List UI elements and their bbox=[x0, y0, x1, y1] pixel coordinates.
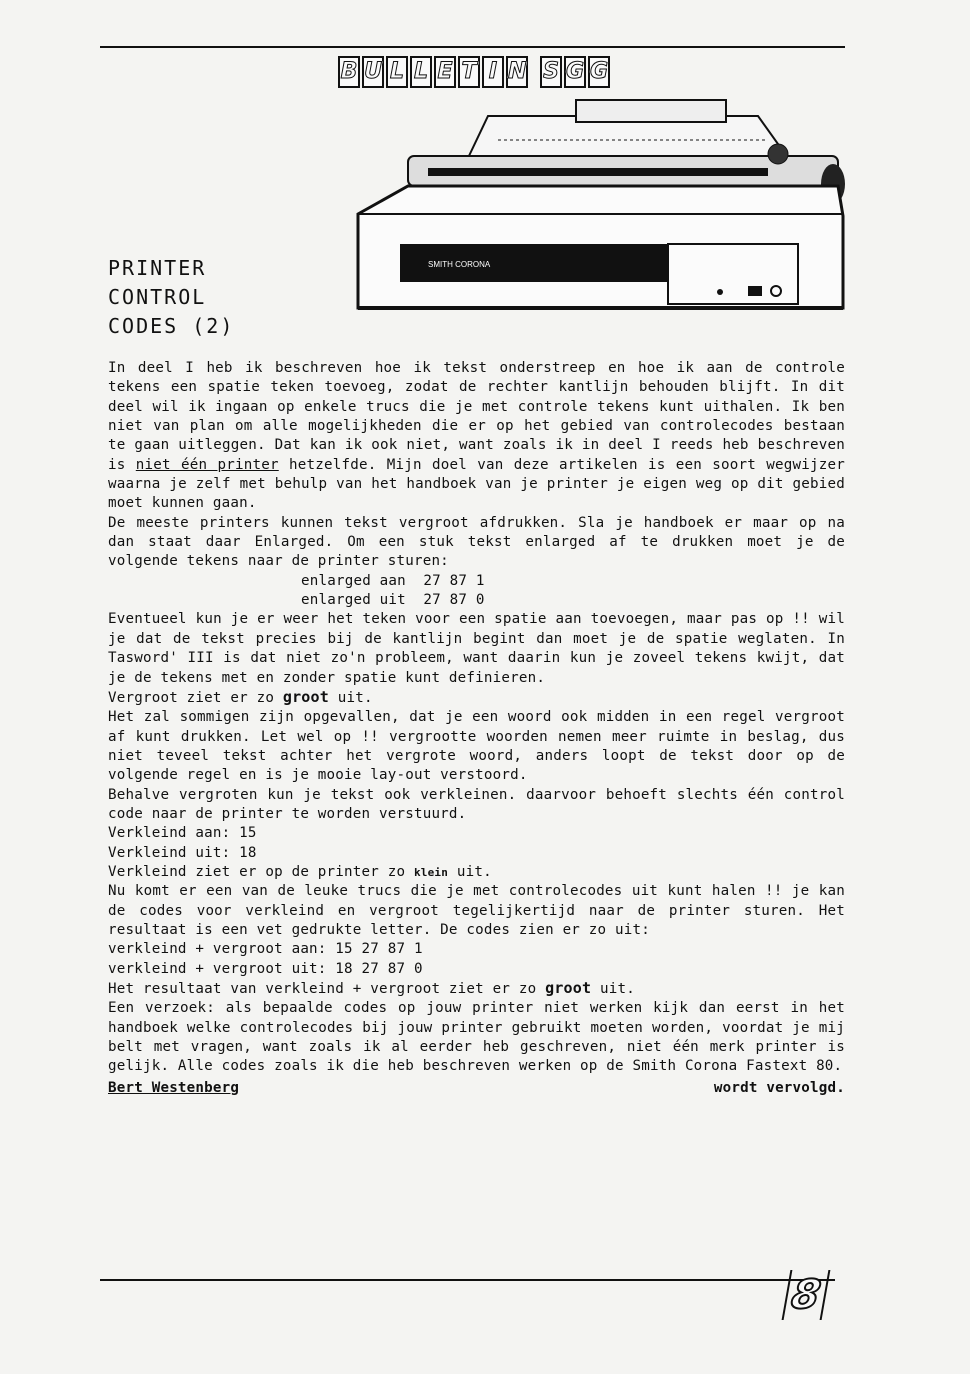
masthead-word1-letter: L bbox=[386, 56, 408, 88]
article-body bbox=[108, 359, 845, 1098]
code-combined-on: verkleind + vergroot aan: 15 27 87 1 bbox=[108, 941, 423, 958]
continued-note: wordt vervolgd. bbox=[713, 1079, 845, 1096]
paragraph-1: In deel I heb ik beschreven hoe ik tekst onderstreep en hoe ik aan de controle tekens een spatie teken toevoeg, zodat de rechter kantlijn behouden blijft. In dit deel wil ik ingaan op enkele trucs die je met controle tekens kunt uithalen. Ik ben niet van plan om alle mogelijkheden die er op het gebied van controlecodes bestaan te gaan uitleggen. Dat kan ik ook niet, want zoals ik in deel I reeds heb beschreven is niet één printer hetzelfde. Mijn doel van deze artikelen is een soort wegwijzer waarna je zelf met behulp van het handboek van je printer je eigen weg op dit gebied moet kunnen gaan. bbox=[108, 360, 845, 512]
printer-brand-label: SMITH CORONA bbox=[428, 260, 491, 269]
masthead-word1-letter: U bbox=[362, 56, 384, 88]
masthead-logo bbox=[338, 56, 614, 90]
code-condensed-off: Verkleind uit: 18 bbox=[108, 844, 257, 861]
article-headline bbox=[108, 254, 234, 341]
top-rule bbox=[100, 46, 845, 48]
masthead-word2-letter: S bbox=[540, 56, 562, 88]
code-enlarged-off: enlarged uit 27 87 0 bbox=[301, 592, 485, 609]
paragraph-6: Behalve vergroten kun je tekst ook verkleinen. daarvoor behoeft slechts één control code naar de printer te worden verstuurd. bbox=[108, 786, 845, 822]
printer-illustration bbox=[348, 96, 848, 336]
masthead-word1-letter: E bbox=[434, 56, 456, 88]
enlarged-example: groot bbox=[282, 687, 329, 706]
paragraph-2: De meeste printers kunnen tekst vergroot afdrukken. Sla je handboek er maar op na dan staat daar Enlarged. Om een stuk tekst enlarged af te drukken moet je de volgende tekens naar de printer sturen: bbox=[108, 514, 845, 570]
paragraph-4: Vergroot ziet er zo groot uit. bbox=[108, 687, 373, 706]
masthead-word2-letter: G bbox=[588, 56, 610, 88]
underlined-phrase: niet één printer bbox=[135, 456, 279, 473]
paragraph-8: Nu komt er een van de leuke trucs die je met controlecodes uit kunt halen !! je kan de codes voor verkleind en vergroot tegelijkertijd naar de printer sturen. Het resultaat is een vet gedrukte letter. De codes zien er zo uit: bbox=[108, 883, 845, 938]
code-condensed-on: Verkleind aan: 15 bbox=[108, 825, 257, 842]
signature-row bbox=[108, 1079, 845, 1098]
paragraph-9: Het resultaat van verkleind + vergroot ziet er zo groot uit. bbox=[108, 979, 635, 997]
author-name: Bert Westenberg bbox=[108, 1079, 240, 1096]
code-enlarged-on: enlarged aan 27 87 1 bbox=[301, 572, 485, 589]
masthead-word1-letter: L bbox=[410, 56, 432, 88]
paragraph-3: Eventueel kun je er weer het teken voor een spatie aan toevoegen, maar pas op !! wil je dat de tekst precies bij de kantlijn begint dan moet je de spatie weglaten. In Tasword' III is dat niet zo'n probleem, want daarin kun je zoveel tekens kwijt, dat je de tekens met en zonder spatie kunt definieren. bbox=[108, 611, 845, 686]
condensed-example: klein bbox=[413, 865, 449, 879]
paragraph-5: Het zal sommigen zijn opgevallen, dat je een woord ook midden in een regel vergroot af kunt drukken. Let wel op !! vergrootte woorden nemen meer ruimte in beslag, dus niet teveel tekst achter het vergrote woord, anders loopt de tekst door op de volgende regel en is je mooie lay-out verstoord. bbox=[108, 709, 845, 784]
headline-line-3: CODES (2) bbox=[108, 314, 235, 338]
bold-example: groot bbox=[545, 979, 592, 997]
paragraph-10: Een verzoek: als bepaalde codes op jouw printer niet werken kijk dan eerst in het handboek welke controlecodes bij jouw printer gebruikt moeten worden, voordat je mij belt met vragen, want zoals ik al eerder heb geschreven, niet één merk printer is gelijk. Alle codes zoals ik die heb beschreven werken op de Smith Corona Fastext 80. bbox=[108, 1000, 845, 1075]
headline-line-2: CONTROL bbox=[108, 285, 207, 309]
code-combined-off: verkleind + vergroot uit: 18 27 87 0 bbox=[108, 960, 423, 977]
bottom-rule bbox=[100, 1279, 835, 1281]
masthead-word2-letter: G bbox=[564, 56, 586, 88]
masthead-word1-letter: T bbox=[458, 56, 480, 88]
page-number: 8 bbox=[782, 1270, 831, 1320]
paragraph-7: Verkleind ziet er op de printer zo klein uit. bbox=[108, 863, 492, 880]
masthead-word1-letter: B bbox=[338, 56, 360, 88]
masthead-word1-letter: I bbox=[482, 56, 504, 88]
masthead-word1-letter: N bbox=[506, 56, 528, 88]
masthead-gap bbox=[530, 56, 538, 90]
headline-line-1: PRINTER bbox=[108, 256, 207, 280]
